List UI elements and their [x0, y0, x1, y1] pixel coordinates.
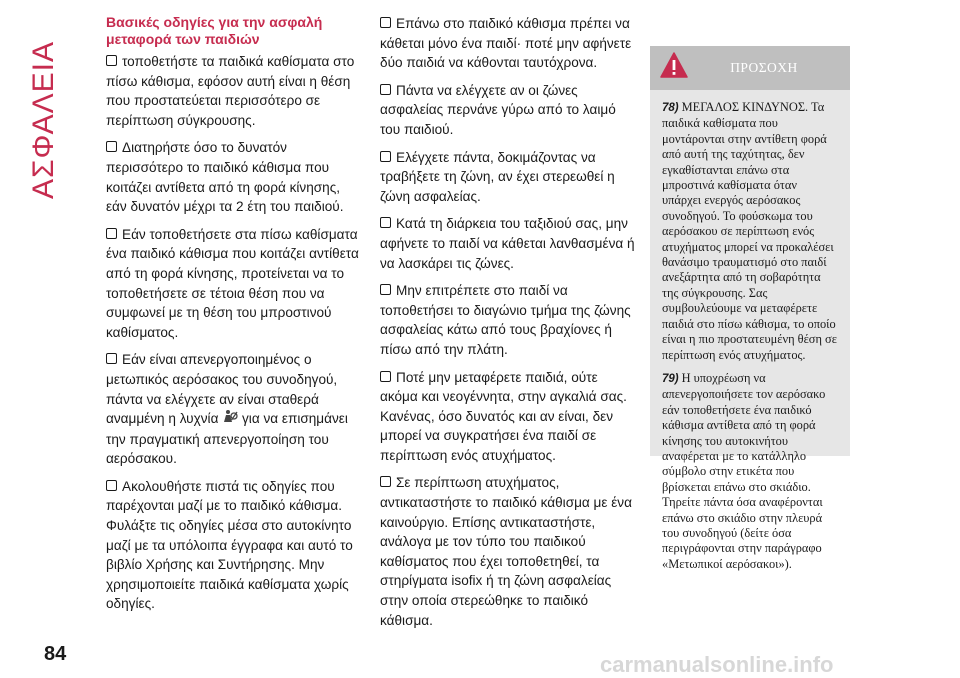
bullet-item [106, 477, 364, 614]
bullet-item [106, 138, 364, 216]
bullet-text: Εάν είναι απενεργοποιημένος ο μετωπικός αερόσακος του συνοδηγού, πάντα να ελέγχετε αν είναι σταθερά αναμμένη η λυχνία [106, 352, 338, 427]
bullet-text: Εάν τοποθετήσετε στα πίσω καθίσματα ένα παιδικό κάθισμα που κοιτάζει αντίθετα από τη φορά κίνησης, προτείνεται να το τοποθετήσετε σε τέτοια θέση που να συμφωνεί με τη θέση του μπροστινού καθίσματος. [106, 226, 359, 340]
section-side-title-text: ΑΣΦΑΛΕΙΑ [27, 40, 60, 200]
warning-header [650, 46, 850, 90]
bullet-square-icon [380, 284, 391, 295]
bullet-text: Επάνω στο παιδικό κάθισμα πρέπει να κάθεται μόνο ένα παιδί· ποτέ μην αφήνετε δύο παιδιά να κάθονται ταυτόχρονα. [380, 16, 632, 71]
bullet-text: Ακολουθήστε πιστά τις οδηγίες που παρέχονται μαζί με το παιδικό κάθισμα. Φυλάξτε τις οδηγίες μέσα στο αυτοκίνητο μαζί με τα υπόλοιπα έγγραφα και αυτό το βιβλίο Χρήσης και Συντήρησης. Μην χρησιμοποιείτε παιδικά καθίσματα χωρίς οδηγίες. [106, 478, 353, 612]
column-1 [106, 14, 364, 622]
bullet-square-icon [380, 217, 391, 228]
bullet-item [106, 52, 364, 130]
bullet-square-icon [380, 17, 391, 28]
bullet-item [106, 350, 364, 469]
note-text: Η υποχρέωση να απενεργοποιήσετε τον αερόσακο εάν τοποθετήσετε ένα παιδικό κάθισμα αντίθετα από τη φορά κίνησης του αυτοκινήτου αναφέρεται με το κατάλληλο σύμβολο στην ετικέτα που βρίσκεται επάνω στο σκιάδιο. Τηρείτε πάντα όσα αναφέρονται επάνω στο σκιάδιο στην πλευρά του συνοδηγού (δείτε όσα περιγράφονται στην παράγραφο «Μετωπικοί αερόσακοι»). [662, 370, 826, 571]
bullet-square-icon [106, 228, 117, 239]
section-heading: Βασικές οδηγίες για την ασφαλή μεταφορά των παιδιών [106, 14, 323, 47]
bullet-item [380, 148, 638, 207]
bullet-text: για να επισημάνει την πραγματική απενεργοποίηση του αερόσακου. [106, 411, 348, 467]
bullet-square-icon [106, 353, 117, 364]
bullet-item [380, 81, 638, 140]
bullet-item [380, 473, 638, 630]
bullet-item [380, 214, 638, 273]
bullet-square-icon [380, 371, 391, 382]
bullet-square-icon [380, 84, 391, 95]
bullet-item [106, 225, 364, 343]
airbag-off-lamp-icon [222, 409, 238, 430]
bullet-text: Σε περίπτωση ατυχήματος, αντικαταστήστε το παιδικό κάθισμα με ένα καινούργιο. Επίσης αντικαταστήστε, ανάλογα με τον τύπο του παιδικού καθίσματος που έχει τοποθετηθεί, τα στηρίγματα isofix ή τη ζώνη ασφαλείας στην οποία στερεώθηκε το παιδικό κάθισμα. [380, 475, 632, 628]
bullet-text: τοποθετήστε τα παιδικά καθίσματα στο πίσω κάθισμα, εφόσον αυτή είναι η θέση που προστατεύεται περισσότερο σε περίπτωση σύγκρουσης. [106, 54, 355, 128]
bullet-text: Μην επιτρέπετε στο παιδί να τοποθετήσει το διαγώνιο τμήμα της ζώνης ασφαλείας κάτω από τους βραχίονες ή πίσω από την πλάτη. [380, 283, 631, 357]
bullet-square-icon [106, 55, 117, 66]
page-number: 84 [44, 643, 67, 665]
watermark: carmanualsonline.info [600, 652, 834, 677]
bullet-text: Διατηρήστε όσο το δυνατόν περισσότερο το παιδικό κάθισμα που κοιτάζει αντίθετα από τη φορά κίνησης, εάν δυνατόν μέχρι τα 2 έτη του παιδιού. [106, 140, 344, 215]
bullet-text: Ποτέ μην μεταφέρετε παιδιά, ούτε ακόμα και νεογέννητα, στην αγκαλιά σας. Κανένας, όσο δυνατός και αν είναι, δεν μπορεί να συγκρατήσει ένα παιδί σε περίπτωση ενός ατυχήματος. [380, 369, 627, 463]
column-2 [380, 14, 638, 638]
bullet-square-icon [380, 476, 391, 487]
note-text: ΜΕΓΑΛΟΣ ΚΙΝΔΥΝΟΣ. Τα παιδικά καθίσματα που μοντάρονται στην αντίθετη φορά από αυτή της ταχύτητας, δεν εγκαθίστανται επάνω στα μπροστινά καθίσματα όταν υπάρχει ενεργός αερόσακος συνοδηγού. Το φούσκωμα του αερόσακου σε περίπτωση ενός ατυχήματος μπορεί να προκαλέσει θανάσιμο τραυματισμό στο παιδί ανεξάρτητα από τη σοβαρότητα της σύγκρουσης. Σας συμβουλεύουμε να μεταφέρετε παιδιά στο πίσω κάθισμα, το οποίο είναι η πιο προστατευμένη θέση σε περίπτωση ενός ατυχήματος. [662, 100, 837, 362]
bullet-square-icon [106, 480, 117, 491]
bullet-text: Κατά τη διάρκεια του ταξιδιού σας, μην αφήνετε το παιδί να κάθεται λανθασμένα ή να λασκάρει τις ζώνες. [380, 216, 635, 271]
warning-box [650, 46, 850, 571]
bullet-item [380, 281, 638, 359]
warning-note [662, 371, 838, 572]
bullet-item [380, 368, 638, 466]
warning-body [650, 90, 850, 572]
section-side-title [14, 20, 74, 220]
bullet-text: Ελέγχετε πάντα, δοκιμάζοντας να τραβήξετε τη ζώνη, αν έχει στερεωθεί η ζώνη ασφαλείας. [380, 149, 615, 204]
bullet-item [380, 14, 638, 73]
warning-title: ΠΡΟΣΟΧΗ [730, 60, 798, 75]
bullet-square-icon [380, 151, 391, 162]
bullet-text: Πάντα να ελέγχετε αν οι ζώνες ασφαλείας περνάνε γύρω από το λαιμό του παιδιού. [380, 82, 616, 137]
note-number: 79) [662, 372, 679, 385]
bullet-square-icon [106, 141, 117, 152]
note-number: 78) [662, 102, 679, 114]
warning-note [662, 100, 838, 363]
